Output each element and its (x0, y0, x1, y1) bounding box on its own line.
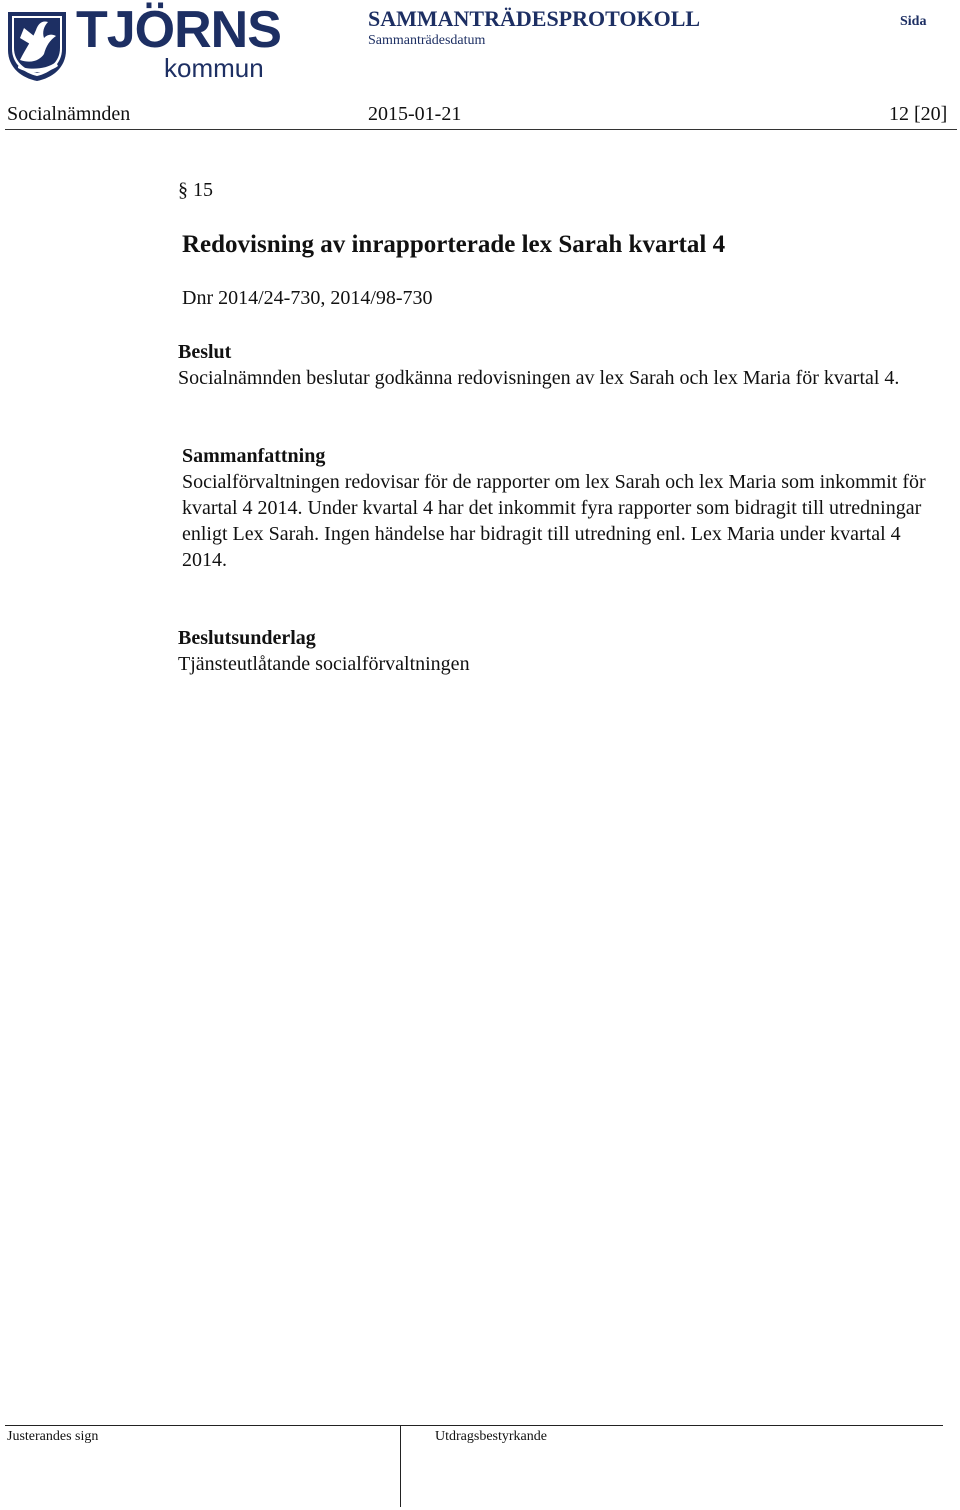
header-divider (5, 129, 957, 130)
footer-divider (5, 1425, 943, 1426)
page-label: Sida (900, 14, 927, 29)
registration-number: Dnr 2014/24-730, 2014/98-730 (182, 287, 433, 309)
item-title: Redovisning av inrapporterade lex Sarah kvartal 4 (182, 231, 726, 258)
decision-heading: Beslut (178, 341, 232, 363)
signature-label: Justerandes sign (7, 1429, 99, 1444)
summary-text: Socialförvaltningen redovisar för de rapporter om lex Sarah och lex Maria som inkommit för kvartal 4 2014. Under kvartal 4 har det inkommit fyra rapporter som bidragit till utredningar enligt Lex Sarah. Ingen händelse har bidragit till utredning enl. Lex Maria under kvartal 4 2014. (182, 471, 926, 571)
municipal-shield-icon (6, 10, 68, 82)
committee-name: Socialnämnden (7, 103, 131, 125)
decision-text: Socialnämnden beslutar godkänna redovisningen av lex Sarah och lex Maria för kvartal 4. (178, 367, 900, 389)
summary-heading: Sammanfattning (182, 445, 326, 467)
meeting-date: 2015-01-21 (368, 103, 462, 125)
extract-certification-label: Utdragsbestyrkande (435, 1429, 547, 1444)
decision-basis-heading: Beslutsunderlag (178, 627, 316, 649)
footer-column-divider (400, 1425, 401, 1507)
meeting-date-label: Sammanträdesdatum (368, 33, 486, 48)
logo-wordmark: TJÖRNS (76, 1, 281, 59)
document-type: SAMMANTRÄDESPROTOKOLL (368, 6, 701, 31)
page-number: 12 [20] (889, 103, 948, 125)
tjorns-kommun-logo (6, 1, 281, 83)
paragraph-number: § 15 (178, 179, 213, 201)
logo-subtitle: kommun (164, 53, 264, 83)
decision-basis-text: Tjänsteutlåtande socialförvaltningen (178, 653, 470, 675)
